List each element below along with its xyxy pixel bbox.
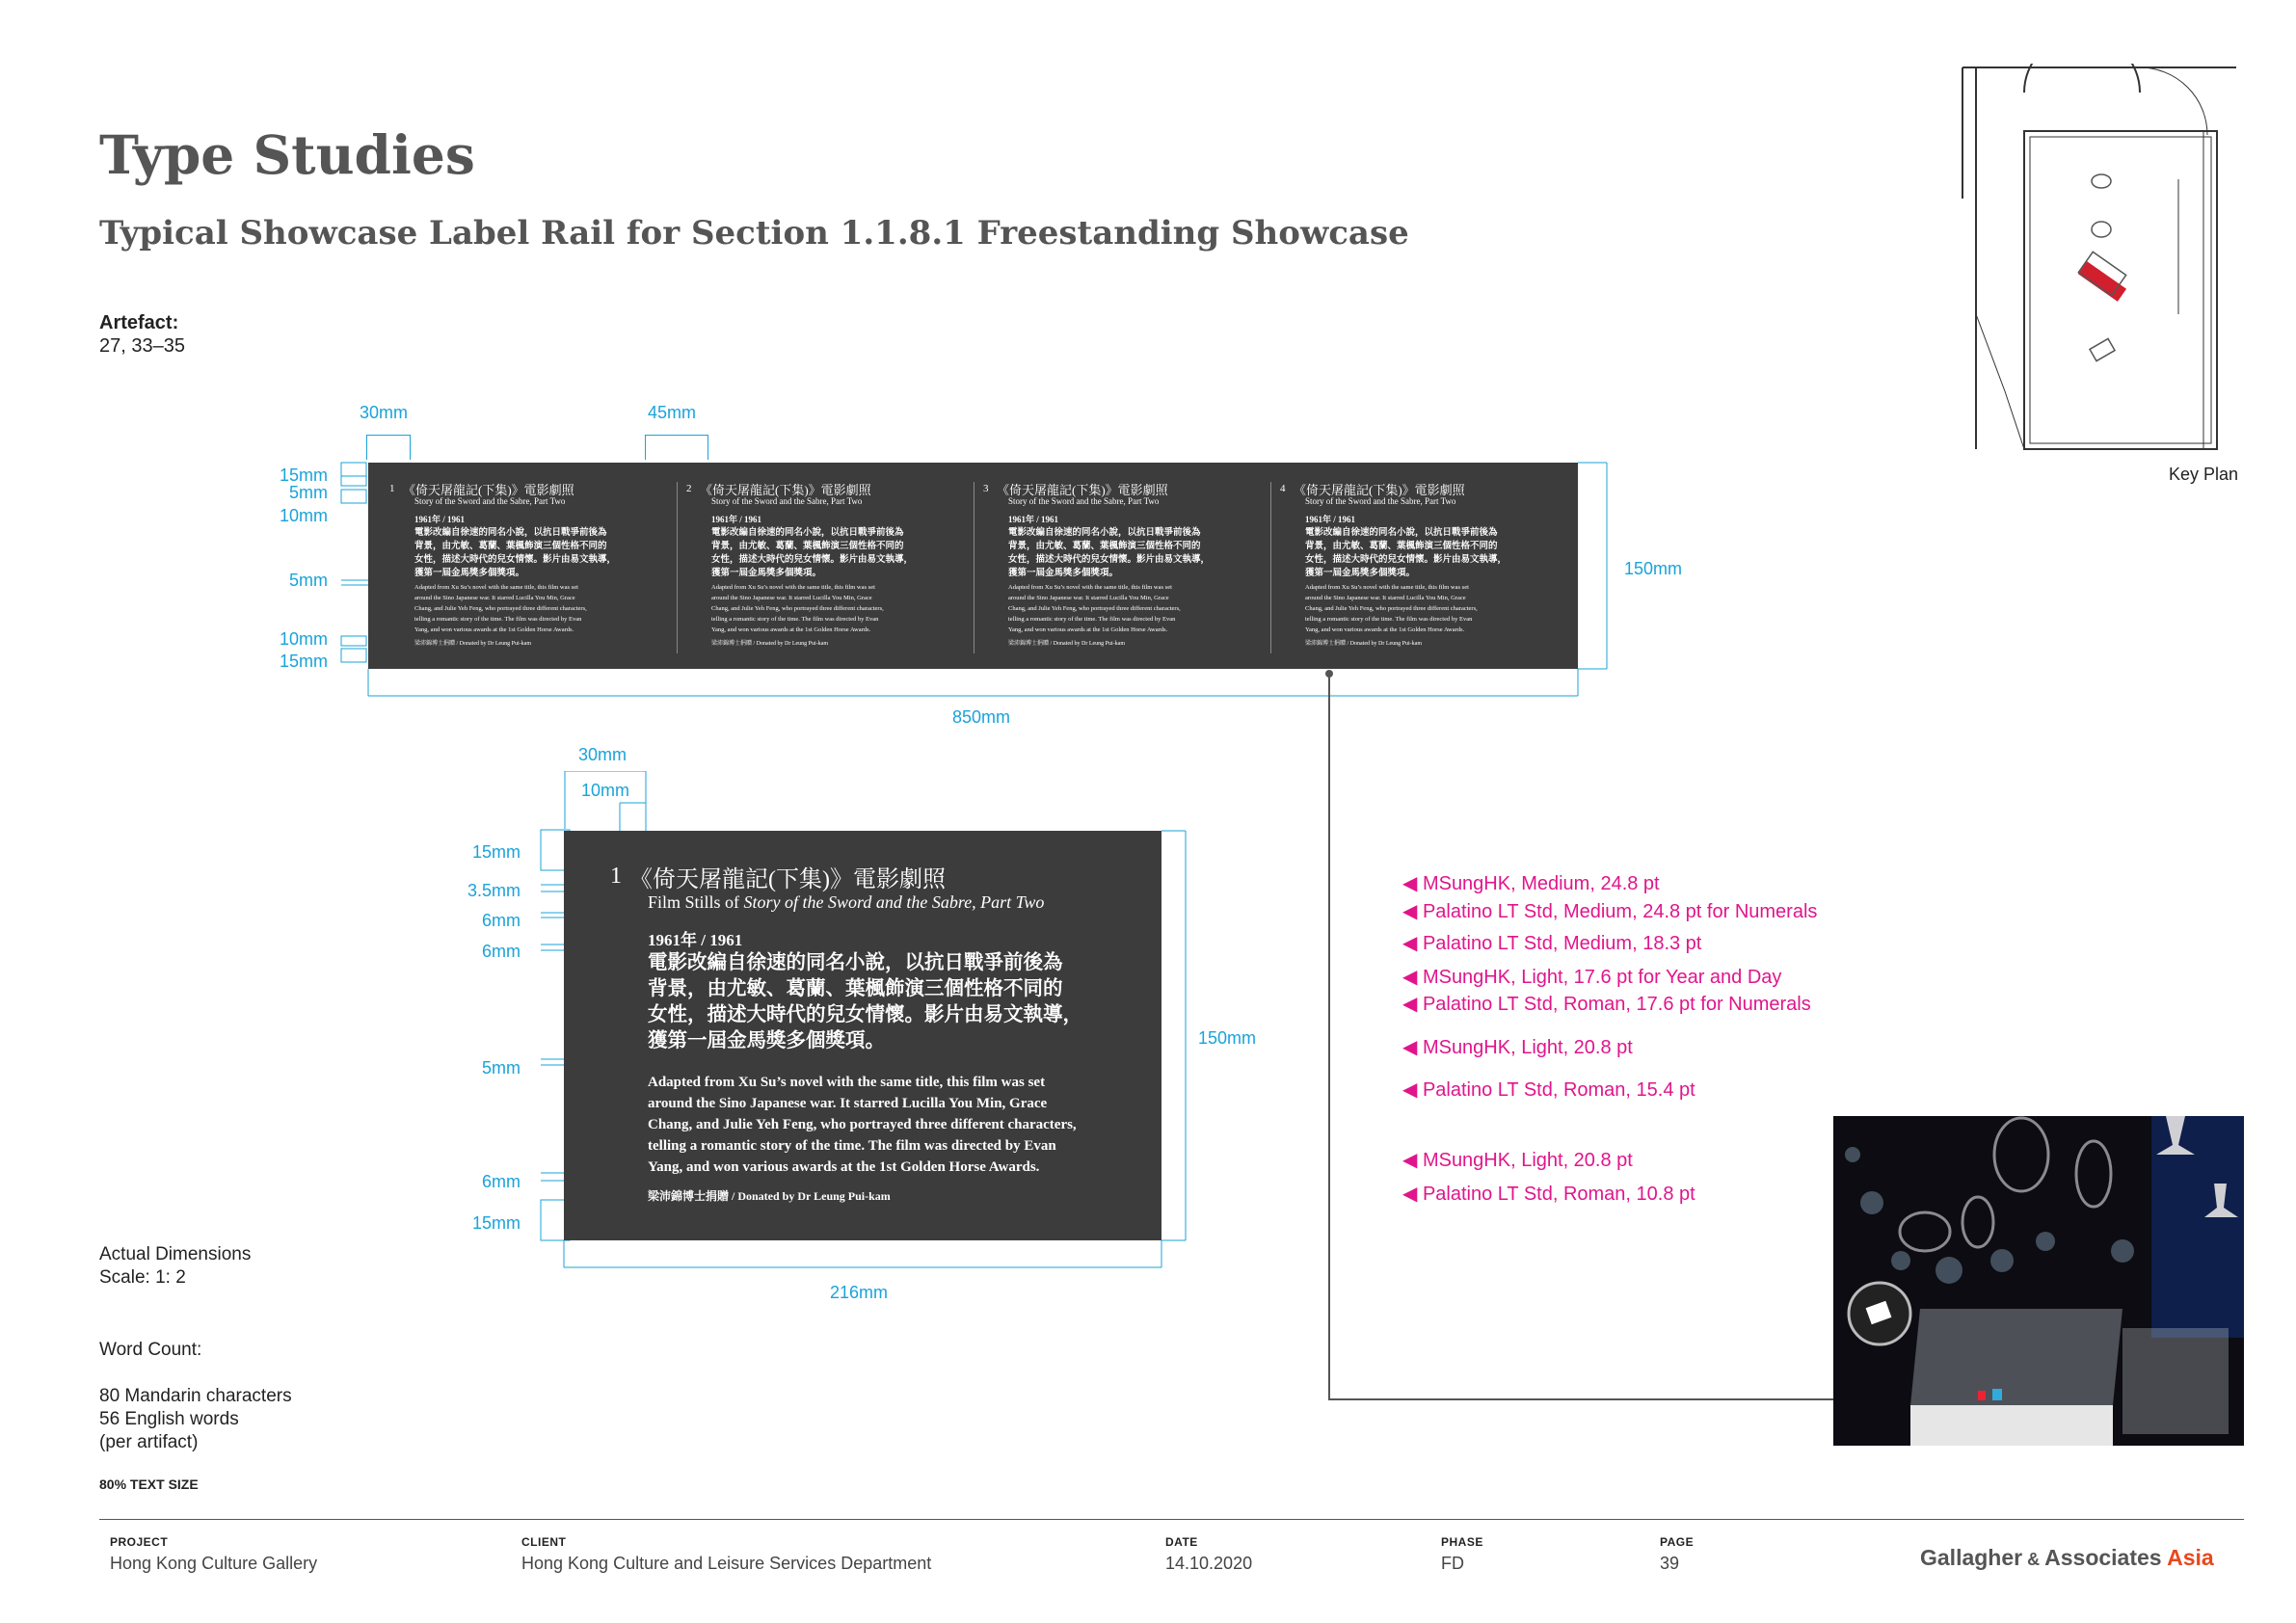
rail-panel-zh-title: 《倚天屠龍記(下集)》電影劇照 [1294,483,1465,497]
rail-zh-line: 獲第一屆金馬獎多個獎項。 [414,569,525,578]
spec-text: MSungHK, Medium, 24.8 pt [1422,873,1660,894]
rail-zh-line: 獲第一屆金馬獎多個獎項。 [1305,569,1416,578]
spec-text: Palatino LT Std, Roman, 10.8 pt [1422,1184,1695,1205]
rail-en-line: Yang, and won various awards at the 1st Golden Horse Awards. [711,626,871,633]
rail-panel-zh-title: 《倚天屠龍記(下集)》電影劇照 [403,483,574,497]
rail-panel-year: 1961年 / 1961 [1305,515,1356,524]
rail-panel-zh-title: 《倚天屠龍記(下集)》電影劇照 [700,483,871,497]
label-zh-title: 《倚天屠龍記(下集)》電影劇照 [629,867,946,892]
rail-zh-line: 女性，描述大時代的兒女情懷。影片由易文執導， [711,555,914,565]
label-en-line: Yang, and won various awards at the 1st Golden Horse Awards. [648,1159,1040,1175]
english-count: 56 English words [99,1409,239,1429]
rail-zh-line: 女性，描述大時代的兒女情懷。影片由易文執導， [414,555,617,565]
label-zh-line: 獲第一屆金馬獎多個獎項。 [648,1030,885,1051]
brand-main: Gallagher [1920,1545,2023,1570]
rail-en-line: around the Sino Japanese war. It starred Lucilla You Min, Grace [1008,595,1169,601]
rail-en-line: telling a romantic story of the time. The film was directed by Evan [414,616,582,623]
rail-en-line: telling a romantic story of the time. The film was directed by Evan [711,616,879,623]
footer-phase-value: FD [1441,1554,1464,1573]
rail-en-line: Chang, and Julie Yeh Feng, who portrayed three different characters, [711,605,884,612]
spec-arrow-icon: ◀ [1402,901,1423,922]
footer-phase-heading: PHASE [1441,1535,1483,1549]
brand-asia: Asia [2167,1545,2214,1570]
label-en-line: Chang, and Julie Yeh Feng, who portrayed three different characters, [648,1117,1077,1132]
rail-en-line: telling a romantic story of the time. The film was directed by Evan [1305,616,1473,623]
rail-en-line: Yang, and won various awards at the 1st Golden Horse Awards. [414,626,574,633]
label-dim-left-7: 15mm [471,1213,521,1233]
actual-dimensions: Actual Dimensions [99,1244,252,1264]
rail-zh-line: 背景，由尤敏、葛蘭、葉楓飾演三個性格不同的 [711,542,904,551]
rail-zh-line: 電影改編自徐速的同名小說，以抗日戰爭前後為 [1305,528,1498,538]
label-dim-left-3: 6mm [482,911,521,930]
label-dim-150: 150mm [1198,1028,1257,1048]
spec-arrow-icon: ◀ [1402,873,1423,894]
rail-en-line: Adapted from Xu Su’s novel with the same title, this film was set [711,584,875,591]
page-title: Type Studies [99,123,475,186]
brand-assoc: Associates [2044,1545,2168,1570]
rail-donor: 梁沛錦博士捐贈 / Donated by Dr Leung Pui-kam [1305,641,1422,647]
key-plan-drawing [1957,64,2246,451]
spec-text: MSungHK, Light, 20.8 pt [1422,1037,1633,1058]
label-dim-left-4: 6mm [482,942,521,961]
label-en-title-prefix: Film Stills of [648,892,744,912]
spec-arrow-icon: ◀ [1402,1079,1423,1101]
rail-dim-left-3: 10mm [279,506,328,525]
artefact-value: 27, 33–35 [99,335,185,357]
label-year: 1961年 / 1961 [648,931,743,949]
spec-text: MSungHK, Light, 17.6 pt for Year and Day [1422,967,1782,988]
spec-arrow-icon: ◀ [1402,1184,1423,1205]
spec-text: Palatino LT Std, Roman, 15.4 pt [1422,1079,1695,1101]
label-en-line: around the Sino Japanese war. It starred Lucilla You Min, Grace [648,1096,1048,1111]
rail-donor: 梁沛錦博士捐贈 / Donated by Dr Leung Pui-kam [711,641,828,647]
rail-en-line: Chang, and Julie Yeh Feng, who portrayed three different characters, [414,605,587,612]
rail-en-line: around the Sino Japanese war. It starred Lucilla You Min, Grace [414,595,575,601]
footer-page-value: 39 [1660,1554,1680,1573]
label-en-line: telling a romantic story of the time. The film was directed by Evan [648,1138,1056,1154]
rail-panel-year: 1961年 / 1961 [711,515,762,524]
per-artifact: (per artifact) [99,1432,199,1452]
rail-zh-line: 女性，描述大時代的兒女情懷。影片由易文執導， [1008,555,1211,565]
rail-en-line: Yang, and won various awards at the 1st Golden Horse Awards. [1305,626,1465,633]
rail-zh-line: 背景，由尤敏、葛蘭、葉楓飾演三個性格不同的 [1008,542,1201,551]
label-dim-left-5: 5mm [482,1058,521,1078]
rail-dim-left-4: 5mm [289,571,328,590]
spec-text: Palatino LT Std, Medium, 24.8 pt for Numerals [1422,901,1818,922]
rail-panel-number: 2 [686,483,692,494]
label-outer-dim-lines [559,824,1195,1277]
rail-dim-30: 30mm [360,403,409,422]
footer-project-value: Hong Kong Culture Gallery [110,1554,318,1573]
rail-zh-line: 電影改編自徐速的同名小說，以抗日戰爭前後為 [414,528,607,538]
label-dim-left-2: 3.5mm [467,881,521,900]
rail-zh-line: 獲第一屆金馬獎多個獎項。 [711,569,822,578]
key-plan-label: Key Plan [2169,465,2239,484]
rail-en-line: Adapted from Xu Su’s novel with the same title, this film was set [414,584,578,591]
rail-en-line: telling a romantic story of the time. The film was directed by Evan [1008,616,1176,623]
rail-zh-line: 電影改編自徐速的同名小說，以抗日戰爭前後為 [711,528,904,538]
footer-client-value: Hong Kong Culture and Leisure Services Department [521,1554,932,1573]
label-zh-line: 電影改編自徐速的同名小說，以抗日戰爭前後為 [648,952,1063,973]
showcase-render-image [1833,1116,2244,1446]
footer-date-heading: DATE [1165,1535,1198,1549]
rail-dim-850: 850mm [952,707,1011,727]
rail-panel-en-title: Story of the Sword and the Sabre, Part Two [1008,496,1160,506]
footer-date-value: 14.10.2020 [1165,1554,1253,1573]
rail-panel-number: 3 [983,483,989,494]
label-zh-line: 背景，由尤敏、葛蘭、葉楓飾演三個性格不同的 [648,978,1063,999]
rail-donor: 梁沛錦博士捐贈 / Donated by Dr Leung Pui-kam [1008,641,1125,647]
label-number: 1 [610,864,622,889]
text-size-note: 80% TEXT SIZE [99,1477,199,1492]
spec-arrow-icon: ◀ [1402,994,1423,1015]
footer-page-heading: PAGE [1660,1535,1695,1549]
rail-panel-en-title: Story of the Sword and the Sabre, Part Two [414,496,566,506]
word-count-label: Word Count: [99,1340,202,1360]
spec-arrow-icon: ◀ [1402,933,1423,954]
rail-zh-line: 女性，描述大時代的兒女情懷。影片由易文執導， [1305,555,1508,565]
footer-divider [99,1519,2244,1520]
render-drawing [1833,1116,2244,1446]
rail-dim-left-1: 15mm [279,466,328,485]
brand-logo [1920,1545,2214,1571]
rail-panel-year: 1961年 / 1961 [1008,515,1059,524]
rail-zh-line: 電影改編自徐速的同名小說，以抗日戰爭前後為 [1008,528,1201,538]
label-dim-left-1: 15mm [471,842,521,862]
label-zh-line: 女性，描述大時代的兒女情懷。影片由易文執導， [648,1004,1082,1025]
spec-arrow-icon: ◀ [1402,1037,1423,1058]
label-en-title-italic: Story of the Sword and the Sabre, Part Two [743,892,1045,912]
rail-en-line: Chang, and Julie Yeh Feng, who portrayed three different characters, [1305,605,1478,612]
rail-dim-45: 45mm [648,403,697,422]
rail-panel-en-title: Story of the Sword and the Sabre, Part Two [711,496,863,506]
rail-en-line: around the Sino Japanese war. It starred Lucilla You Min, Grace [1305,595,1466,601]
rail-panel-en-title: Story of the Sword and the Sabre, Part Two [1305,496,1456,506]
rail-panel-number: 1 [389,483,395,494]
page-subtitle: Typical Showcase Label Rail for Section 1.1.8.1 Freestanding Showcase [99,214,1409,253]
rail-panel-year: 1961年 / 1961 [414,515,466,524]
footer-client-heading: CLIENT [521,1535,567,1549]
rail-panel-number: 4 [1280,483,1286,494]
rail-en-line: Yang, and won various awards at the 1st Golden Horse Awards. [1008,626,1168,633]
spec-text: Palatino LT Std, Roman, 17.6 pt for Numerals [1422,994,1811,1015]
rail-zh-line: 背景，由尤敏、葛蘭、葉楓飾演三個性格不同的 [414,542,607,551]
rail-en-line: Chang, and Julie Yeh Feng, who portrayed three different characters, [1008,605,1181,612]
footer-project-heading: PROJECT [110,1535,169,1549]
rail-dim-left-6: 15mm [279,652,328,671]
label-dim-10: 10mm [581,781,630,800]
label-donor: 梁沛錦博士捐贈 / Donated by Dr Leung Pui-kam [648,1189,891,1203]
callout-line [1321,665,1860,1407]
label-dim-30: 30mm [578,745,627,764]
spec-text: MSungHK, Light, 20.8 pt [1422,1150,1633,1171]
rail-en-line: Adapted from Xu Su’s novel with the same title, this film was set [1008,584,1172,591]
spec-arrow-icon: ◀ [1402,1150,1423,1171]
rail-dim-left-5: 10mm [279,629,328,649]
label-dim-216: 216mm [830,1283,889,1302]
artefact-label: Artefact: [99,312,179,333]
scale: Scale: 1: 2 [99,1267,186,1288]
rail-dim-150: 150mm [1624,559,1683,578]
mandarin-count: 80 Mandarin characters [99,1386,292,1406]
rail-en-line: around the Sino Japanese war. It starred Lucilla You Min, Grace [711,595,872,601]
brand-amp: & [2022,1550,2045,1569]
rail-en-line: Adapted from Xu Su’s novel with the same title, this film was set [1305,584,1469,591]
label-en-line: Adapted from Xu Su’s novel with the same title, this film was set [648,1075,1046,1090]
rail-zh-line: 背景，由尤敏、葛蘭、葉楓飾演三個性格不同的 [1305,542,1498,551]
rail-zh-line: 獲第一屆金馬獎多個獎項。 [1008,569,1119,578]
spec-arrow-icon: ◀ [1402,967,1423,988]
label-dim-left-6: 6mm [482,1172,521,1191]
rail-donor: 梁沛錦博士捐贈 / Donated by Dr Leung Pui-kam [414,641,531,647]
rail-dim-left-2: 5mm [289,483,328,502]
rail-panel-zh-title: 《倚天屠龍記(下集)》電影劇照 [997,483,1168,497]
spec-text: Palatino LT Std, Medium, 18.3 pt [1422,933,1702,954]
